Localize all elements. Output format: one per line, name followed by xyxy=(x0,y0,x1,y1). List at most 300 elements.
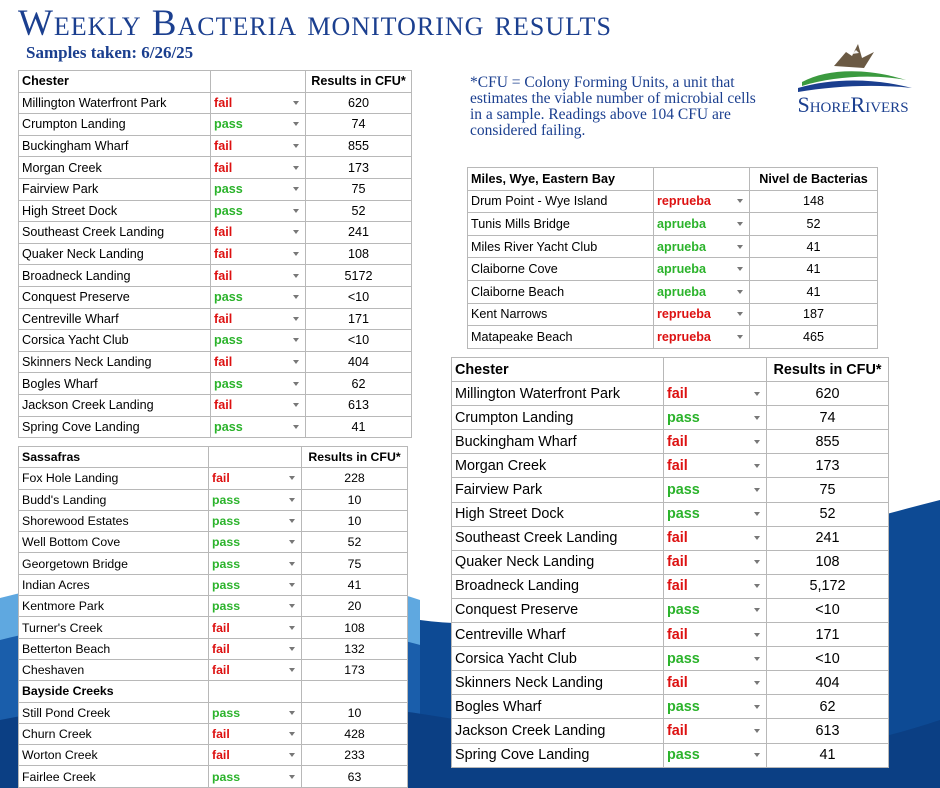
result-value: 63 xyxy=(302,766,408,787)
site-name: Crumpton Landing xyxy=(19,114,211,136)
dropdown-arrow-icon[interactable] xyxy=(293,360,299,364)
site-name: Conquest Preserve xyxy=(19,286,211,308)
status-value: pass xyxy=(214,419,243,434)
status-value: fail xyxy=(214,247,233,262)
site-name: Broadneck Landing xyxy=(19,265,211,287)
chester-table-left xyxy=(18,70,412,438)
table-row xyxy=(468,280,878,303)
site-name: Claiborne Cove xyxy=(468,258,654,281)
site-name: Morgan Creek xyxy=(452,454,664,478)
status-value: fail xyxy=(212,663,230,678)
result-value: 620 xyxy=(306,92,412,114)
status-dropdown[interactable] xyxy=(209,745,302,766)
table-row xyxy=(452,623,889,647)
status-value: pass xyxy=(667,650,700,667)
status-dropdown[interactable] xyxy=(664,502,767,526)
dropdown-arrow-icon[interactable] xyxy=(737,312,743,316)
dropdown-arrow-icon[interactable] xyxy=(754,705,760,709)
status-dropdown[interactable] xyxy=(664,406,767,430)
dropdown-arrow-icon[interactable] xyxy=(289,668,295,672)
status-value: pass xyxy=(667,409,700,426)
status-dropdown[interactable] xyxy=(664,695,767,719)
site-name: Budd's Landing xyxy=(19,489,209,510)
status-dropdown[interactable] xyxy=(209,574,302,595)
status-value: fail xyxy=(214,398,233,413)
site-name: High Street Dock xyxy=(19,200,211,222)
cfu-footnote: *CFU = Colony Forming Units, a unit that estimates the viable number of microbial cells in a sample. Readings above 104 CFU are considered failing. xyxy=(470,74,756,139)
result-value: 404 xyxy=(767,671,889,695)
site-name: Bogles Wharf xyxy=(452,695,664,719)
status-header xyxy=(209,447,302,468)
status-value: pass xyxy=(667,506,700,523)
dropdown-arrow-icon[interactable] xyxy=(289,604,295,608)
result-value: 171 xyxy=(306,308,412,330)
site-name: Fairview Park xyxy=(19,178,211,200)
result-value: 228 xyxy=(302,468,408,489)
status-dropdown[interactable] xyxy=(211,330,306,352)
dropdown-arrow-icon[interactable] xyxy=(293,230,299,234)
table-header-row xyxy=(19,447,408,468)
status-value: pass xyxy=(212,599,241,614)
dropdown-arrow-icon[interactable] xyxy=(293,274,299,278)
status-value: fail xyxy=(667,722,688,739)
result-value: 5,172 xyxy=(767,574,889,598)
table-row xyxy=(468,303,878,326)
result-value: 75 xyxy=(302,553,408,574)
table-row xyxy=(452,526,889,550)
table-row xyxy=(19,489,408,510)
dropdown-arrow-icon[interactable] xyxy=(289,753,295,757)
status-dropdown[interactable] xyxy=(211,351,306,373)
table-row xyxy=(452,647,889,671)
status-dropdown[interactable] xyxy=(654,326,750,349)
table-row xyxy=(468,326,878,349)
table-row xyxy=(19,330,412,352)
table-row xyxy=(452,598,889,622)
result-value: 148 xyxy=(750,190,878,213)
table-row xyxy=(19,286,412,308)
result-header: Results in CFU* xyxy=(767,358,889,382)
dropdown-arrow-icon[interactable] xyxy=(754,657,760,661)
site-name: Bogles Wharf xyxy=(19,373,211,395)
table-row xyxy=(19,723,408,744)
region-header: Sassafras xyxy=(19,447,209,468)
status-value: aprueba xyxy=(657,284,706,299)
status-value: pass xyxy=(214,290,243,305)
status-value: fail xyxy=(214,268,233,283)
status-dropdown[interactable] xyxy=(209,659,302,680)
result-value: 41 xyxy=(302,574,408,595)
site-name: Claiborne Beach xyxy=(468,280,654,303)
result-value: 855 xyxy=(306,135,412,157)
site-name: Betterton Beach xyxy=(19,638,209,659)
status-dropdown[interactable] xyxy=(664,550,767,574)
status-value: pass xyxy=(214,203,243,218)
status-value: fail xyxy=(214,160,233,175)
status-dropdown[interactable] xyxy=(211,178,306,200)
dropdown-arrow-icon[interactable] xyxy=(754,608,760,612)
dropdown-arrow-icon[interactable] xyxy=(754,753,760,757)
result-value: 41 xyxy=(750,258,878,281)
site-name: Centreville Wharf xyxy=(19,308,211,330)
table-row xyxy=(468,190,878,213)
site-name: Southeast Creek Landing xyxy=(452,526,664,550)
dropdown-arrow-icon[interactable] xyxy=(293,425,299,429)
status-dropdown[interactable] xyxy=(209,510,302,531)
table-row xyxy=(19,702,408,723)
status-dropdown[interactable] xyxy=(654,235,750,258)
dropdown-arrow-icon[interactable] xyxy=(754,416,760,420)
result-value: <10 xyxy=(306,286,412,308)
status-value: pass xyxy=(214,182,243,197)
dropdown-arrow-icon[interactable] xyxy=(754,392,760,396)
status-dropdown[interactable] xyxy=(664,598,767,622)
result-value: 5172 xyxy=(306,265,412,287)
status-dropdown[interactable] xyxy=(211,286,306,308)
dropdown-arrow-icon[interactable] xyxy=(737,222,743,226)
dropdown-arrow-icon[interactable] xyxy=(293,338,299,342)
status-value: pass xyxy=(667,602,700,619)
status-value: aprueba xyxy=(657,262,706,277)
status-dropdown[interactable] xyxy=(209,468,302,489)
table-row xyxy=(19,638,408,659)
result-value: 173 xyxy=(306,157,412,179)
table-row xyxy=(452,695,889,719)
status-header xyxy=(654,168,750,191)
table-row xyxy=(452,454,889,478)
result-value: 428 xyxy=(302,723,408,744)
region-header: Bayside Creeks xyxy=(19,681,209,702)
status-dropdown[interactable] xyxy=(654,303,750,326)
status-value: pass xyxy=(212,577,241,592)
site-name: Quaker Neck Landing xyxy=(19,243,211,265)
table-header-row xyxy=(452,358,889,382)
status-value: pass xyxy=(667,698,700,715)
dropdown-arrow-icon[interactable] xyxy=(754,633,760,637)
status-dropdown[interactable] xyxy=(664,671,767,695)
status-value: fail xyxy=(667,530,688,547)
status-value: fail xyxy=(667,433,688,450)
dropdown-arrow-icon[interactable] xyxy=(754,729,760,733)
result-value: 62 xyxy=(767,695,889,719)
table-row xyxy=(19,222,412,244)
table-row xyxy=(19,308,412,330)
status-value: fail xyxy=(214,139,233,154)
table-row xyxy=(452,574,889,598)
table-row xyxy=(452,502,889,526)
osprey-bird-icon xyxy=(778,38,928,94)
site-name: Still Pond Creek xyxy=(19,702,209,723)
table-row xyxy=(19,265,412,287)
site-name: Southeast Creek Landing xyxy=(19,222,211,244)
dropdown-arrow-icon[interactable] xyxy=(293,122,299,126)
site-name: Turner's Creek xyxy=(19,617,209,638)
table-row xyxy=(19,416,412,438)
dropdown-arrow-icon[interactable] xyxy=(289,562,295,566)
status-dropdown[interactable] xyxy=(211,373,306,395)
table-row xyxy=(468,235,878,258)
table-row xyxy=(468,258,878,281)
status-dropdown[interactable] xyxy=(209,617,302,638)
result-value: 613 xyxy=(306,394,412,416)
result-value: 173 xyxy=(767,454,889,478)
result-header: Nivel de Bacterias xyxy=(750,168,878,191)
status-dropdown[interactable] xyxy=(211,243,306,265)
result-value: 75 xyxy=(767,478,889,502)
shorerivers-logo xyxy=(778,38,928,124)
dropdown-arrow-icon[interactable] xyxy=(293,317,299,321)
dropdown-arrow-icon[interactable] xyxy=(754,536,760,540)
status-value: pass xyxy=(667,747,700,764)
status-dropdown[interactable] xyxy=(664,623,767,647)
status-dropdown[interactable] xyxy=(211,200,306,222)
result-value: 241 xyxy=(306,222,412,244)
dropdown-arrow-icon[interactable] xyxy=(754,584,760,588)
dropdown-arrow-icon[interactable] xyxy=(289,498,295,502)
region-header: Miles, Wye, Eastern Bay xyxy=(468,168,654,191)
site-name: Tunis Mills Bridge xyxy=(468,213,654,236)
site-name: Worton Creek xyxy=(19,745,209,766)
status-value: pass xyxy=(214,333,243,348)
status-value: pass xyxy=(212,705,241,720)
dropdown-arrow-icon[interactable] xyxy=(289,732,295,736)
page-title: Weekly Bacteria monitoring results xyxy=(18,3,612,44)
result-value: 187 xyxy=(750,303,878,326)
result-value: 10 xyxy=(302,489,408,510)
result-value: 41 xyxy=(306,416,412,438)
dropdown-arrow-icon[interactable] xyxy=(737,290,743,294)
status-value: pass xyxy=(212,492,241,507)
result-value: 74 xyxy=(767,406,889,430)
site-name: Drum Point - Wye Island xyxy=(468,190,654,213)
status-value: pass xyxy=(214,376,243,391)
dropdown-arrow-icon[interactable] xyxy=(293,209,299,213)
table-row xyxy=(19,553,408,574)
table-row xyxy=(19,178,412,200)
status-dropdown[interactable] xyxy=(211,135,306,157)
dropdown-arrow-icon[interactable] xyxy=(737,267,743,271)
dropdown-arrow-icon[interactable] xyxy=(289,775,295,779)
dropdown-arrow-icon[interactable] xyxy=(737,245,743,249)
status-dropdown[interactable] xyxy=(664,382,767,406)
table-header-row xyxy=(19,681,408,702)
miles-wye-table xyxy=(467,167,878,349)
status-value: reprueba xyxy=(657,307,711,322)
status-dropdown[interactable] xyxy=(664,719,767,743)
dropdown-arrow-icon[interactable] xyxy=(289,583,295,587)
status-value: fail xyxy=(667,626,688,643)
status-value: fail xyxy=(212,641,230,656)
result-value: 10 xyxy=(302,510,408,531)
dropdown-arrow-icon[interactable] xyxy=(737,335,743,339)
result-value: 75 xyxy=(306,178,412,200)
status-dropdown[interactable] xyxy=(654,190,750,213)
site-name: Kent Narrows xyxy=(468,303,654,326)
status-dropdown[interactable] xyxy=(211,222,306,244)
table-row xyxy=(19,532,408,553)
dropdown-arrow-icon[interactable] xyxy=(289,711,295,715)
region-header: Chester xyxy=(452,358,664,382)
status-value: aprueba xyxy=(657,216,706,231)
table-row xyxy=(19,243,412,265)
status-dropdown[interactable] xyxy=(209,489,302,510)
result-value: 20 xyxy=(302,596,408,617)
status-dropdown[interactable] xyxy=(211,92,306,114)
site-name: Shorewood Estates xyxy=(19,510,209,531)
table-row xyxy=(19,200,412,222)
site-name: High Street Dock xyxy=(452,502,664,526)
table-row xyxy=(19,394,412,416)
status-value: pass xyxy=(212,556,241,571)
table-row xyxy=(19,157,412,179)
table-row xyxy=(19,135,412,157)
status-dropdown[interactable] xyxy=(211,394,306,416)
table-row xyxy=(468,213,878,236)
site-name: Millington Waterfront Park xyxy=(19,92,211,114)
status-dropdown[interactable] xyxy=(209,553,302,574)
result-value: 241 xyxy=(767,526,889,550)
dropdown-arrow-icon[interactable] xyxy=(293,295,299,299)
status-dropdown[interactable] xyxy=(211,114,306,136)
region-header: Chester xyxy=(19,71,211,93)
site-name: Crumpton Landing xyxy=(452,406,664,430)
status-dropdown[interactable] xyxy=(654,213,750,236)
site-name: Millington Waterfront Park xyxy=(452,382,664,406)
status-value: fail xyxy=(214,355,233,370)
dropdown-arrow-icon[interactable] xyxy=(754,464,760,468)
table-row xyxy=(452,550,889,574)
site-name: Georgetown Bridge xyxy=(19,553,209,574)
status-value: pass xyxy=(212,535,241,550)
dropdown-arrow-icon[interactable] xyxy=(754,560,760,564)
dropdown-arrow-icon[interactable] xyxy=(293,187,299,191)
site-name: Quaker Neck Landing xyxy=(452,550,664,574)
status-dropdown[interactable] xyxy=(211,265,306,287)
site-name: Jackson Creek Landing xyxy=(452,719,664,743)
table-row xyxy=(452,671,889,695)
result-value: 620 xyxy=(767,382,889,406)
status-dropdown[interactable] xyxy=(664,478,767,502)
result-value: 171 xyxy=(767,623,889,647)
table-row xyxy=(19,351,412,373)
dropdown-arrow-icon[interactable] xyxy=(293,101,299,105)
logo-text: ShoreRivers xyxy=(797,92,909,117)
status-dropdown[interactable] xyxy=(209,766,302,787)
site-name: Matapeake Beach xyxy=(468,326,654,349)
status-dropdown[interactable] xyxy=(209,532,302,553)
result-value: 41 xyxy=(750,280,878,303)
result-value: 41 xyxy=(767,743,889,767)
dropdown-arrow-icon[interactable] xyxy=(754,681,760,685)
dropdown-arrow-icon[interactable] xyxy=(293,382,299,386)
status-value: fail xyxy=(214,225,233,240)
table-row xyxy=(19,617,408,638)
status-dropdown[interactable] xyxy=(209,702,302,723)
status-value: fail xyxy=(667,457,688,474)
status-dropdown[interactable] xyxy=(664,454,767,478)
table-row xyxy=(452,478,889,502)
dropdown-arrow-icon[interactable] xyxy=(293,144,299,148)
dropdown-arrow-icon[interactable] xyxy=(289,476,295,480)
dropdown-arrow-icon[interactable] xyxy=(754,488,760,492)
status-dropdown[interactable] xyxy=(211,416,306,438)
site-name: Centreville Wharf xyxy=(452,623,664,647)
table-row xyxy=(452,382,889,406)
result-value: 52 xyxy=(767,502,889,526)
table-row xyxy=(19,766,408,787)
result-value: 41 xyxy=(750,235,878,258)
status-dropdown[interactable] xyxy=(654,258,750,281)
status-value: fail xyxy=(212,748,230,763)
table-row xyxy=(19,92,412,114)
site-name: Fairlee Creek xyxy=(19,766,209,787)
status-value: fail xyxy=(212,620,230,635)
result-header: Results in CFU* xyxy=(306,71,412,93)
status-header xyxy=(664,358,767,382)
table-row xyxy=(19,468,408,489)
dropdown-arrow-icon[interactable] xyxy=(289,647,295,651)
result-value: 613 xyxy=(767,719,889,743)
status-value: fail xyxy=(212,471,230,486)
status-dropdown[interactable] xyxy=(664,526,767,550)
result-value: <10 xyxy=(767,598,889,622)
status-dropdown[interactable] xyxy=(654,280,750,303)
chester-table-right xyxy=(451,357,889,768)
status-dropdown[interactable] xyxy=(664,743,767,767)
table-row xyxy=(19,574,408,595)
status-value: fail xyxy=(667,554,688,571)
dropdown-arrow-icon[interactable] xyxy=(289,519,295,523)
site-name: Fairview Park xyxy=(452,478,664,502)
site-name: Jackson Creek Landing xyxy=(19,394,211,416)
site-name: Morgan Creek xyxy=(19,157,211,179)
table-row xyxy=(19,596,408,617)
dropdown-arrow-icon[interactable] xyxy=(293,166,299,170)
site-name: Spring Cove Landing xyxy=(452,743,664,767)
site-name: Kentmore Park xyxy=(19,596,209,617)
result-value: 62 xyxy=(306,373,412,395)
status-value: pass xyxy=(212,769,241,784)
dropdown-arrow-icon[interactable] xyxy=(293,403,299,407)
status-value: fail xyxy=(667,385,688,402)
samples-date: Samples taken: 6/26/25 xyxy=(26,43,194,62)
status-dropdown[interactable] xyxy=(209,596,302,617)
status-dropdown[interactable] xyxy=(664,574,767,598)
status-header xyxy=(211,71,306,93)
site-name: Corsica Yacht Club xyxy=(19,330,211,352)
dropdown-arrow-icon[interactable] xyxy=(754,440,760,444)
status-dropdown[interactable] xyxy=(211,308,306,330)
status-dropdown[interactable] xyxy=(209,723,302,744)
status-dropdown[interactable] xyxy=(209,638,302,659)
site-name: Churn Creek xyxy=(19,723,209,744)
site-name: Broadneck Landing xyxy=(452,574,664,598)
status-dropdown[interactable] xyxy=(664,647,767,671)
table-row xyxy=(452,719,889,743)
status-dropdown[interactable] xyxy=(664,430,767,454)
result-value: 465 xyxy=(750,326,878,349)
status-dropdown[interactable] xyxy=(211,157,306,179)
site-name: Well Bottom Cove xyxy=(19,532,209,553)
dropdown-arrow-icon[interactable] xyxy=(289,626,295,630)
dropdown-arrow-icon[interactable] xyxy=(289,540,295,544)
dropdown-arrow-icon[interactable] xyxy=(293,252,299,256)
result-value: <10 xyxy=(767,647,889,671)
dropdown-arrow-icon[interactable] xyxy=(737,199,743,203)
dropdown-arrow-icon[interactable] xyxy=(754,512,760,516)
status-value: fail xyxy=(212,727,230,741)
result-value: 108 xyxy=(306,243,412,265)
